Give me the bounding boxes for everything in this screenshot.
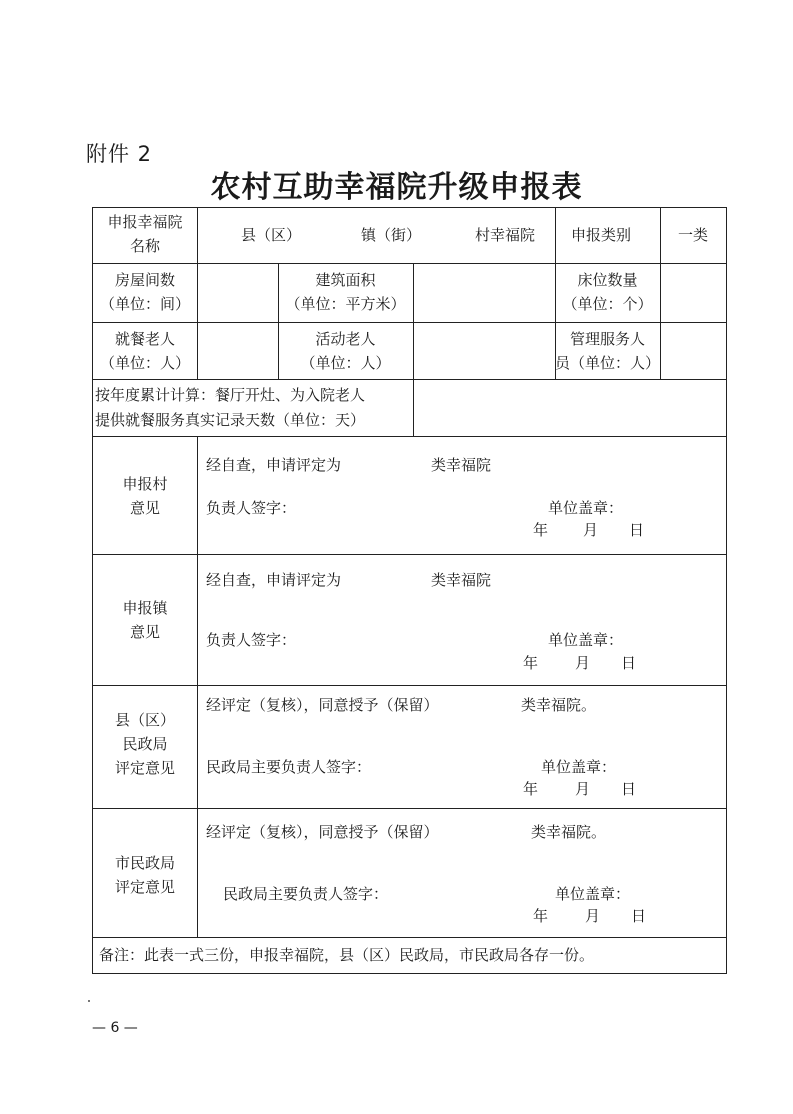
city-grant-text: 经评定（复核），同意授予（保留） (206, 823, 439, 841)
village-day: 日 (629, 521, 645, 539)
county-class-text: 类幸福院。 (521, 696, 597, 714)
village-month: 月 (583, 521, 599, 539)
form-title: 农村互助幸福院升级申报表 (210, 170, 583, 205)
village-opinion-label: 申报村 意见 (122, 475, 168, 517)
city-opinion-label: 市民政局 评定意见 (114, 854, 175, 896)
town-day: 日 (621, 654, 637, 672)
city-year: 年 (533, 907, 549, 925)
application-form-table (92, 207, 727, 974)
city-signer-label: 民政局主要负责人签字： (223, 885, 389, 903)
column-divider (197, 436, 198, 937)
column-divider (413, 263, 414, 379)
village-seal-label: 单位盖章： (548, 499, 624, 517)
welfare-home-name-label: 申报幸福院 名称 (107, 213, 183, 255)
town-field-label: 镇（街） (361, 226, 422, 244)
town-opinion-label: 申报镇 意见 (122, 599, 168, 641)
category-label: 申报类别 (571, 226, 632, 244)
row-divider (93, 322, 726, 323)
town-signer-label: 负责人签字： (206, 631, 297, 649)
village-field-label: 村幸福院 (475, 226, 536, 244)
town-month: 月 (575, 654, 591, 672)
city-class-text: 类幸福院。 (531, 823, 607, 841)
county-day: 日 (621, 780, 637, 798)
column-divider (413, 379, 414, 436)
row-divider (93, 263, 726, 264)
page-number: — 6 — (92, 1020, 138, 1036)
active-elders-label: 活动老人 （单位：人） (300, 330, 391, 372)
county-grant-text: 经评定（复核），同意授予（保留） (206, 696, 439, 714)
county-signer-label: 民政局主要负责人签字： (206, 758, 372, 776)
village-apply-text: 经自查，申请评定为 (206, 456, 342, 474)
town-apply-text: 经自查，申请评定为 (206, 571, 342, 589)
county-year: 年 (523, 780, 539, 798)
village-year: 年 (533, 521, 549, 539)
town-class-text: 类幸福院 (431, 571, 492, 589)
area-label: 建筑面积 （单位：平方米） (285, 271, 406, 313)
attachment-label: 附件 2 (86, 142, 153, 166)
city-seal-label: 单位盖章： (555, 885, 631, 903)
row-divider (93, 554, 726, 555)
rooms-label: 房屋间数 （单位：间） (99, 271, 190, 313)
scan-dot (88, 1000, 90, 1002)
meal-days-label-line2: 提供就餐服务真实记录天数（单位：天） (95, 411, 366, 429)
staff-count-label: 管理服务人 员（单位：人） (555, 330, 661, 372)
row-divider (93, 436, 726, 437)
column-divider (660, 208, 661, 379)
row-divider (93, 937, 726, 938)
remark-text: 备注：此表一式三份，申报幸福院，县（区）民政局，市民政局各存一份。 (99, 946, 595, 964)
town-seal-label: 单位盖章： (548, 631, 624, 649)
meal-days-label-line1: 按年度累计计算：餐厅开灶、为入院老人 (95, 386, 366, 404)
village-class-text: 类幸福院 (431, 456, 492, 474)
beds-label: 床位数量 （单位：个） (562, 271, 653, 313)
row-divider (93, 808, 726, 809)
city-day: 日 (631, 907, 647, 925)
category-value: 一类 (678, 226, 709, 244)
county-month: 月 (575, 780, 591, 798)
diners-label: 就餐老人 （单位：人） (99, 330, 190, 372)
row-divider (93, 379, 726, 380)
county-seal-label: 单位盖章： (541, 758, 617, 776)
town-year: 年 (523, 654, 539, 672)
village-signer-label: 负责人签字： (206, 499, 297, 517)
column-divider (197, 208, 198, 379)
city-month: 月 (585, 907, 601, 925)
row-divider (93, 685, 726, 686)
county-opinion-label: 县（区） 民政局 评定意见 (114, 711, 175, 777)
county-field-label: 县（区） (241, 226, 302, 244)
